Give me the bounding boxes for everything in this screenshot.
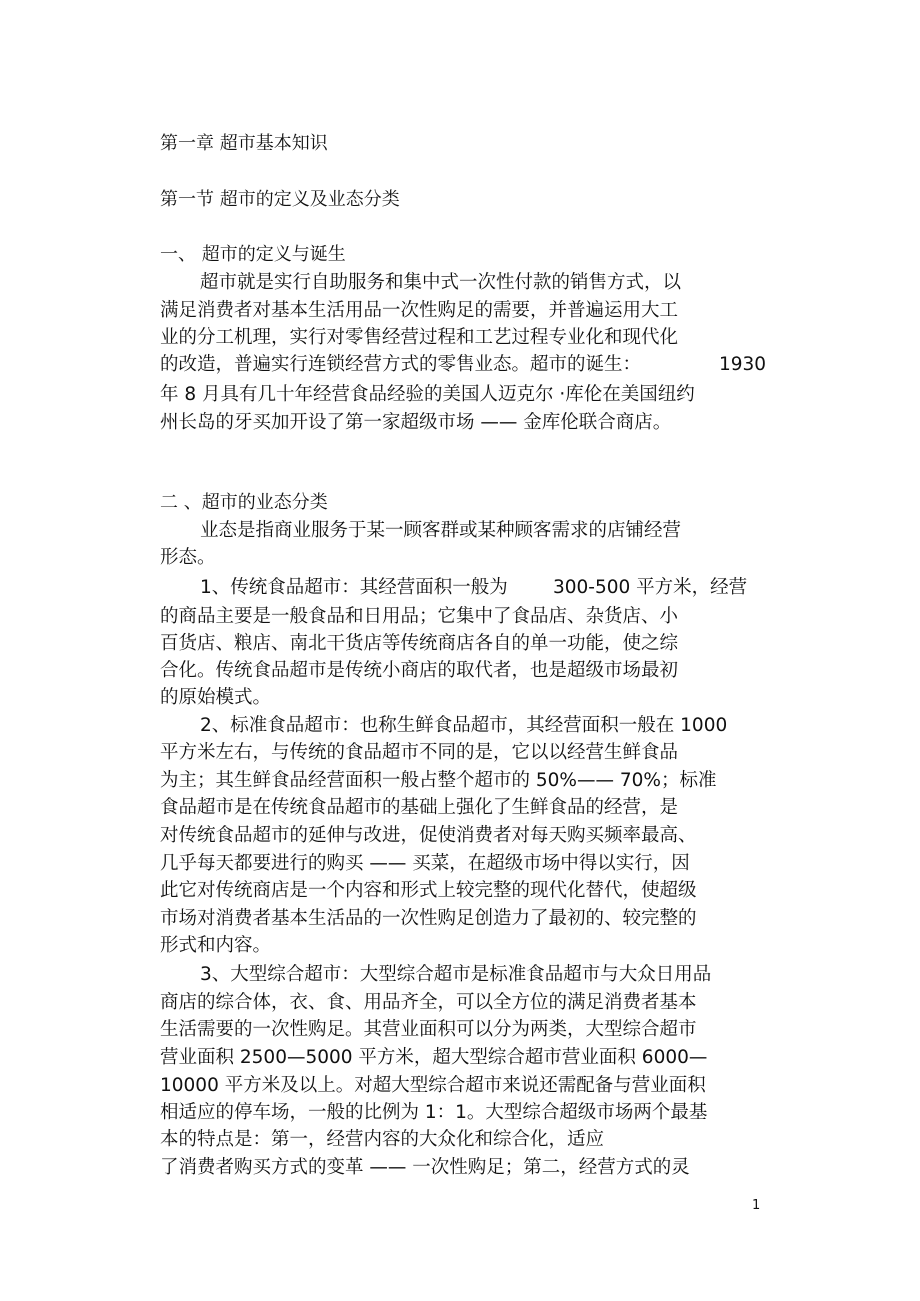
paragraph-line: 了消费者购买方式的变革 —— 一次性购足；第二，经营方式的灵 (160, 1157, 690, 1178)
paragraph-line: 年 8 月具有几十年经营食品经验的美国人迈克尔 ·库伦在美国纽约 (160, 384, 695, 405)
paragraph-line: 合化。传统食品超市是传统小商店的取代者，也是超级市场最初 (160, 660, 679, 681)
paragraph-line: 此它对传统商店是一个内容和形式上较完整的现代化替代，使超级 (160, 880, 697, 901)
paragraph-line: 对传统食品超市的延伸与改进，促使消费者对每天购买频率最高、 (160, 825, 697, 846)
paragraph-line: 形态。 (160, 547, 216, 568)
paragraph-line: 几乎每天都要进行的购买 —— 买菜，在超级市场中得以实行，因 (160, 853, 690, 874)
paragraph-line: 商店的综合体，衣、食、用品齐全，可以全方位的满足消费者基本 (160, 992, 697, 1013)
paragraph-line: 2、标准食品超市：也称生鲜食品超市，其经营面积一般在 1000 (200, 715, 728, 736)
paragraph-line: 3、大型综合超市：大型综合超市是标准食品超市与大众日用品 (200, 964, 712, 985)
paragraph-line: 本的特点是：第一，经营内容的大众化和综合化，适应 (160, 1129, 605, 1150)
part1-heading: 一、 超市的定义与诞生 (160, 244, 346, 265)
paragraph-line: 平方米左右，与传统的食品超市不同的是，它以以经营生鲜食品 (160, 742, 679, 763)
paragraph-line: 州长岛的牙买加开设了第一家超级市场 —— 金库伦联合商店。 (160, 412, 672, 433)
paragraph-line: 的商品主要是一般食品和日用品；它集中了食品店、杂货店、小 (160, 606, 679, 627)
chapter-title: 第一章 超市基本知识 (160, 133, 328, 154)
page-number: 1 (752, 1198, 761, 1213)
paragraph-line: 形式和内容。 (160, 935, 272, 956)
paragraph-line: 生活需要的一次性购足。其营业面积可以分为两类，大型综合超市 (160, 1019, 697, 1040)
paragraph-line: 百货店、粮店、南北干货店等传统商店各自的单一功能，使之综 (160, 633, 679, 654)
paragraph-line: 市场对消费者基本生活品的一次性购足创造力了最初的、较完整的 (160, 908, 697, 929)
paragraph-line: 1、传统食品超市：其经营面积一般为 (200, 577, 508, 598)
paragraph-line: 相适应的停车场，一般的比例为 1：1。大型综合超级市场两个最基 (160, 1102, 708, 1123)
part2-heading: 二 、超市的业态分类 (160, 492, 328, 513)
year-number: 1930 (719, 354, 767, 375)
paragraph-line: 为主；其生鲜食品经营面积一般占整个超市的 50%—— 70%；标准 (160, 770, 717, 791)
paragraph-line: 超市就是实行自助服务和集中式一次性付款的销售方式，以 (200, 272, 682, 293)
paragraph-line: 的原始模式。 (160, 687, 272, 708)
paragraph-line: 业态是指商业服务于某一顾客群或某种顾客需求的店铺经营 (200, 520, 682, 541)
paragraph-line: 业的分工机理，实行对零售经营过程和工艺过程专业化和现代化 (160, 327, 679, 348)
section-title: 第一节 超市的定义及业态分类 (160, 189, 400, 210)
paragraph-line: 的改造，普遍实行连锁经营方式的零售业态。超市的诞生： (160, 354, 642, 375)
paragraph-line: 300-500 平方米，经营 (553, 577, 748, 598)
paragraph-line: 10000 平方米及以上。对超大型综合超市来说还需配备与营业面积 (160, 1075, 706, 1096)
paragraph-line: 营业面积 2500—5000 平方米，超大型综合超市营业面积 6000— (160, 1047, 708, 1068)
paragraph-line: 食品超市是在传统食品超市的基础上强化了生鲜食品的经营，是 (160, 797, 679, 818)
paragraph-line: 满足消费者对基本生活用品一次性购足的需要，并普遍运用大工 (160, 300, 679, 321)
